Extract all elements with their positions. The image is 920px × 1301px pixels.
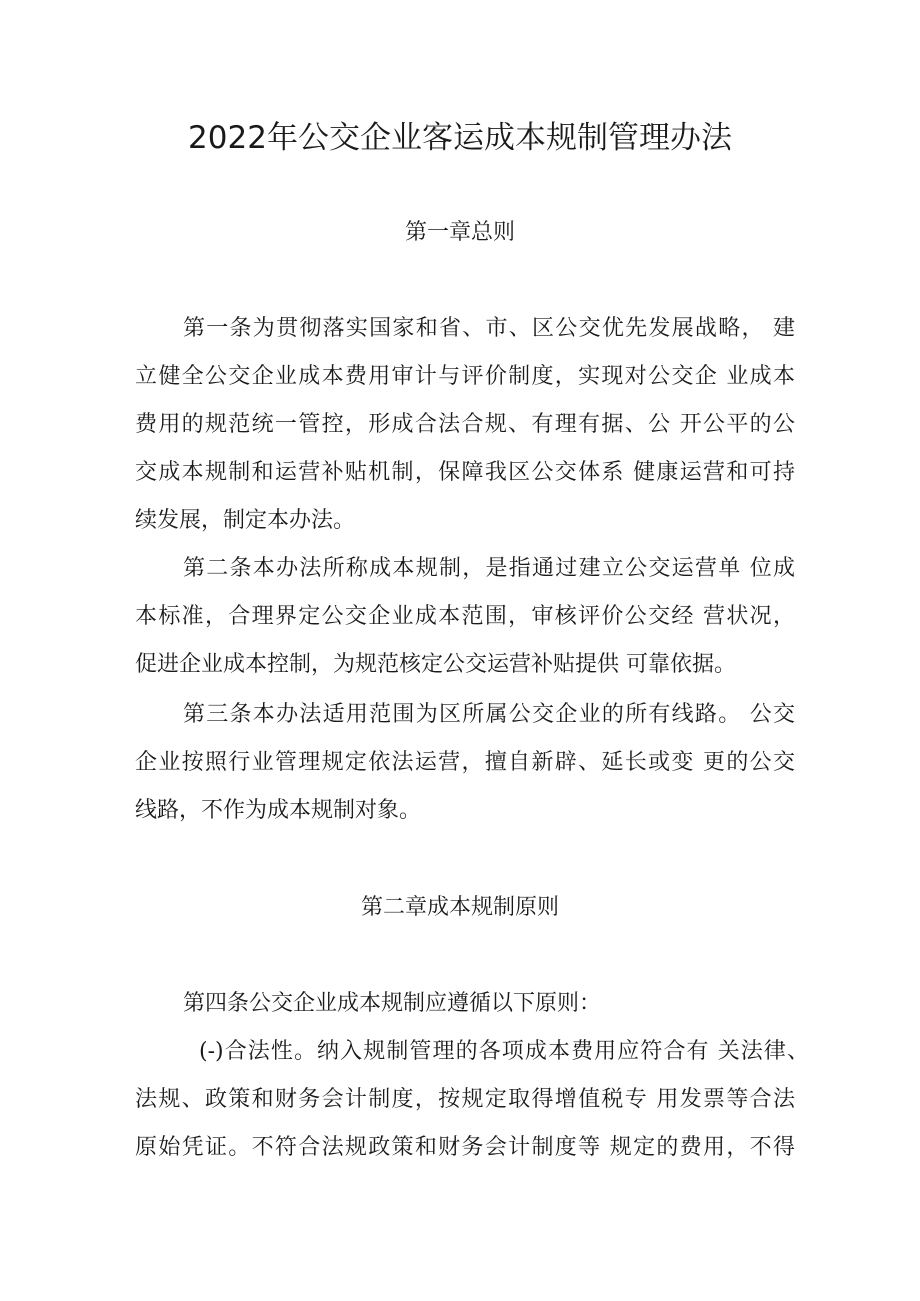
article-1-line-5: 续发展，制定本办法。 bbox=[135, 508, 356, 533]
article-2-line-1: 第二条本办法所称成本规制，是指通过建立公交运营单 位成 bbox=[183, 556, 795, 581]
article-2-line-2: 本标准，合理界定公交企业成本范围，审核评价公交经 营状况， bbox=[135, 604, 795, 629]
article-3-line-1: 第三条本办法适用范围为区所属公交企业的所有线路。 公交 bbox=[183, 702, 795, 727]
document-title: 2022年公交企业客运成本规制管理办法 bbox=[188, 120, 732, 156]
article-1-line-4: 交成本规制和运营补贴机制，保障我区公交体系 健康运营和可持 bbox=[135, 460, 795, 485]
article-4-line-1: 第四条公交企业成本规制应遵循以下原则： bbox=[183, 991, 602, 1016]
item-1-line-1: (-)合法性。纳入规制管理的各项成本费用应符合有 关法律、 bbox=[199, 1039, 809, 1064]
article-3-line-3: 线路，不作为成本规制对象。 bbox=[135, 798, 422, 823]
article-1-line-3: 费用的规范统一管控，形成合法合规、有理有据、公 开公平的公 bbox=[135, 412, 795, 437]
article-1-line-2: 立健全公交企业成本费用审计与评价制度，实现对公交企 业成本 bbox=[135, 364, 795, 389]
article-1-line-1: 第一条为贯彻落实国家和省、市、区公交优先发展战略， 建 bbox=[183, 316, 795, 341]
chapter-1-heading: 第一章总则 bbox=[404, 220, 515, 245]
item-1-line-2: 法规、政策和财务会计制度，按规定取得增值税专 用发票等合法 bbox=[135, 1087, 795, 1112]
item-1-line-3: 原始凭证。不符合法规政策和财务会计制度等 规定的费用，不得 bbox=[135, 1135, 795, 1160]
article-2-line-3: 促进企业成本控制，为规范核定公交运营补贴提供 可靠依据。 bbox=[135, 652, 736, 677]
article-3-line-2: 企业按照行业管理规定依法运营，擅自新辟、延长或变 更的公交 bbox=[135, 750, 795, 775]
chapter-2-heading: 第二章成本规制原则 bbox=[360, 895, 559, 920]
